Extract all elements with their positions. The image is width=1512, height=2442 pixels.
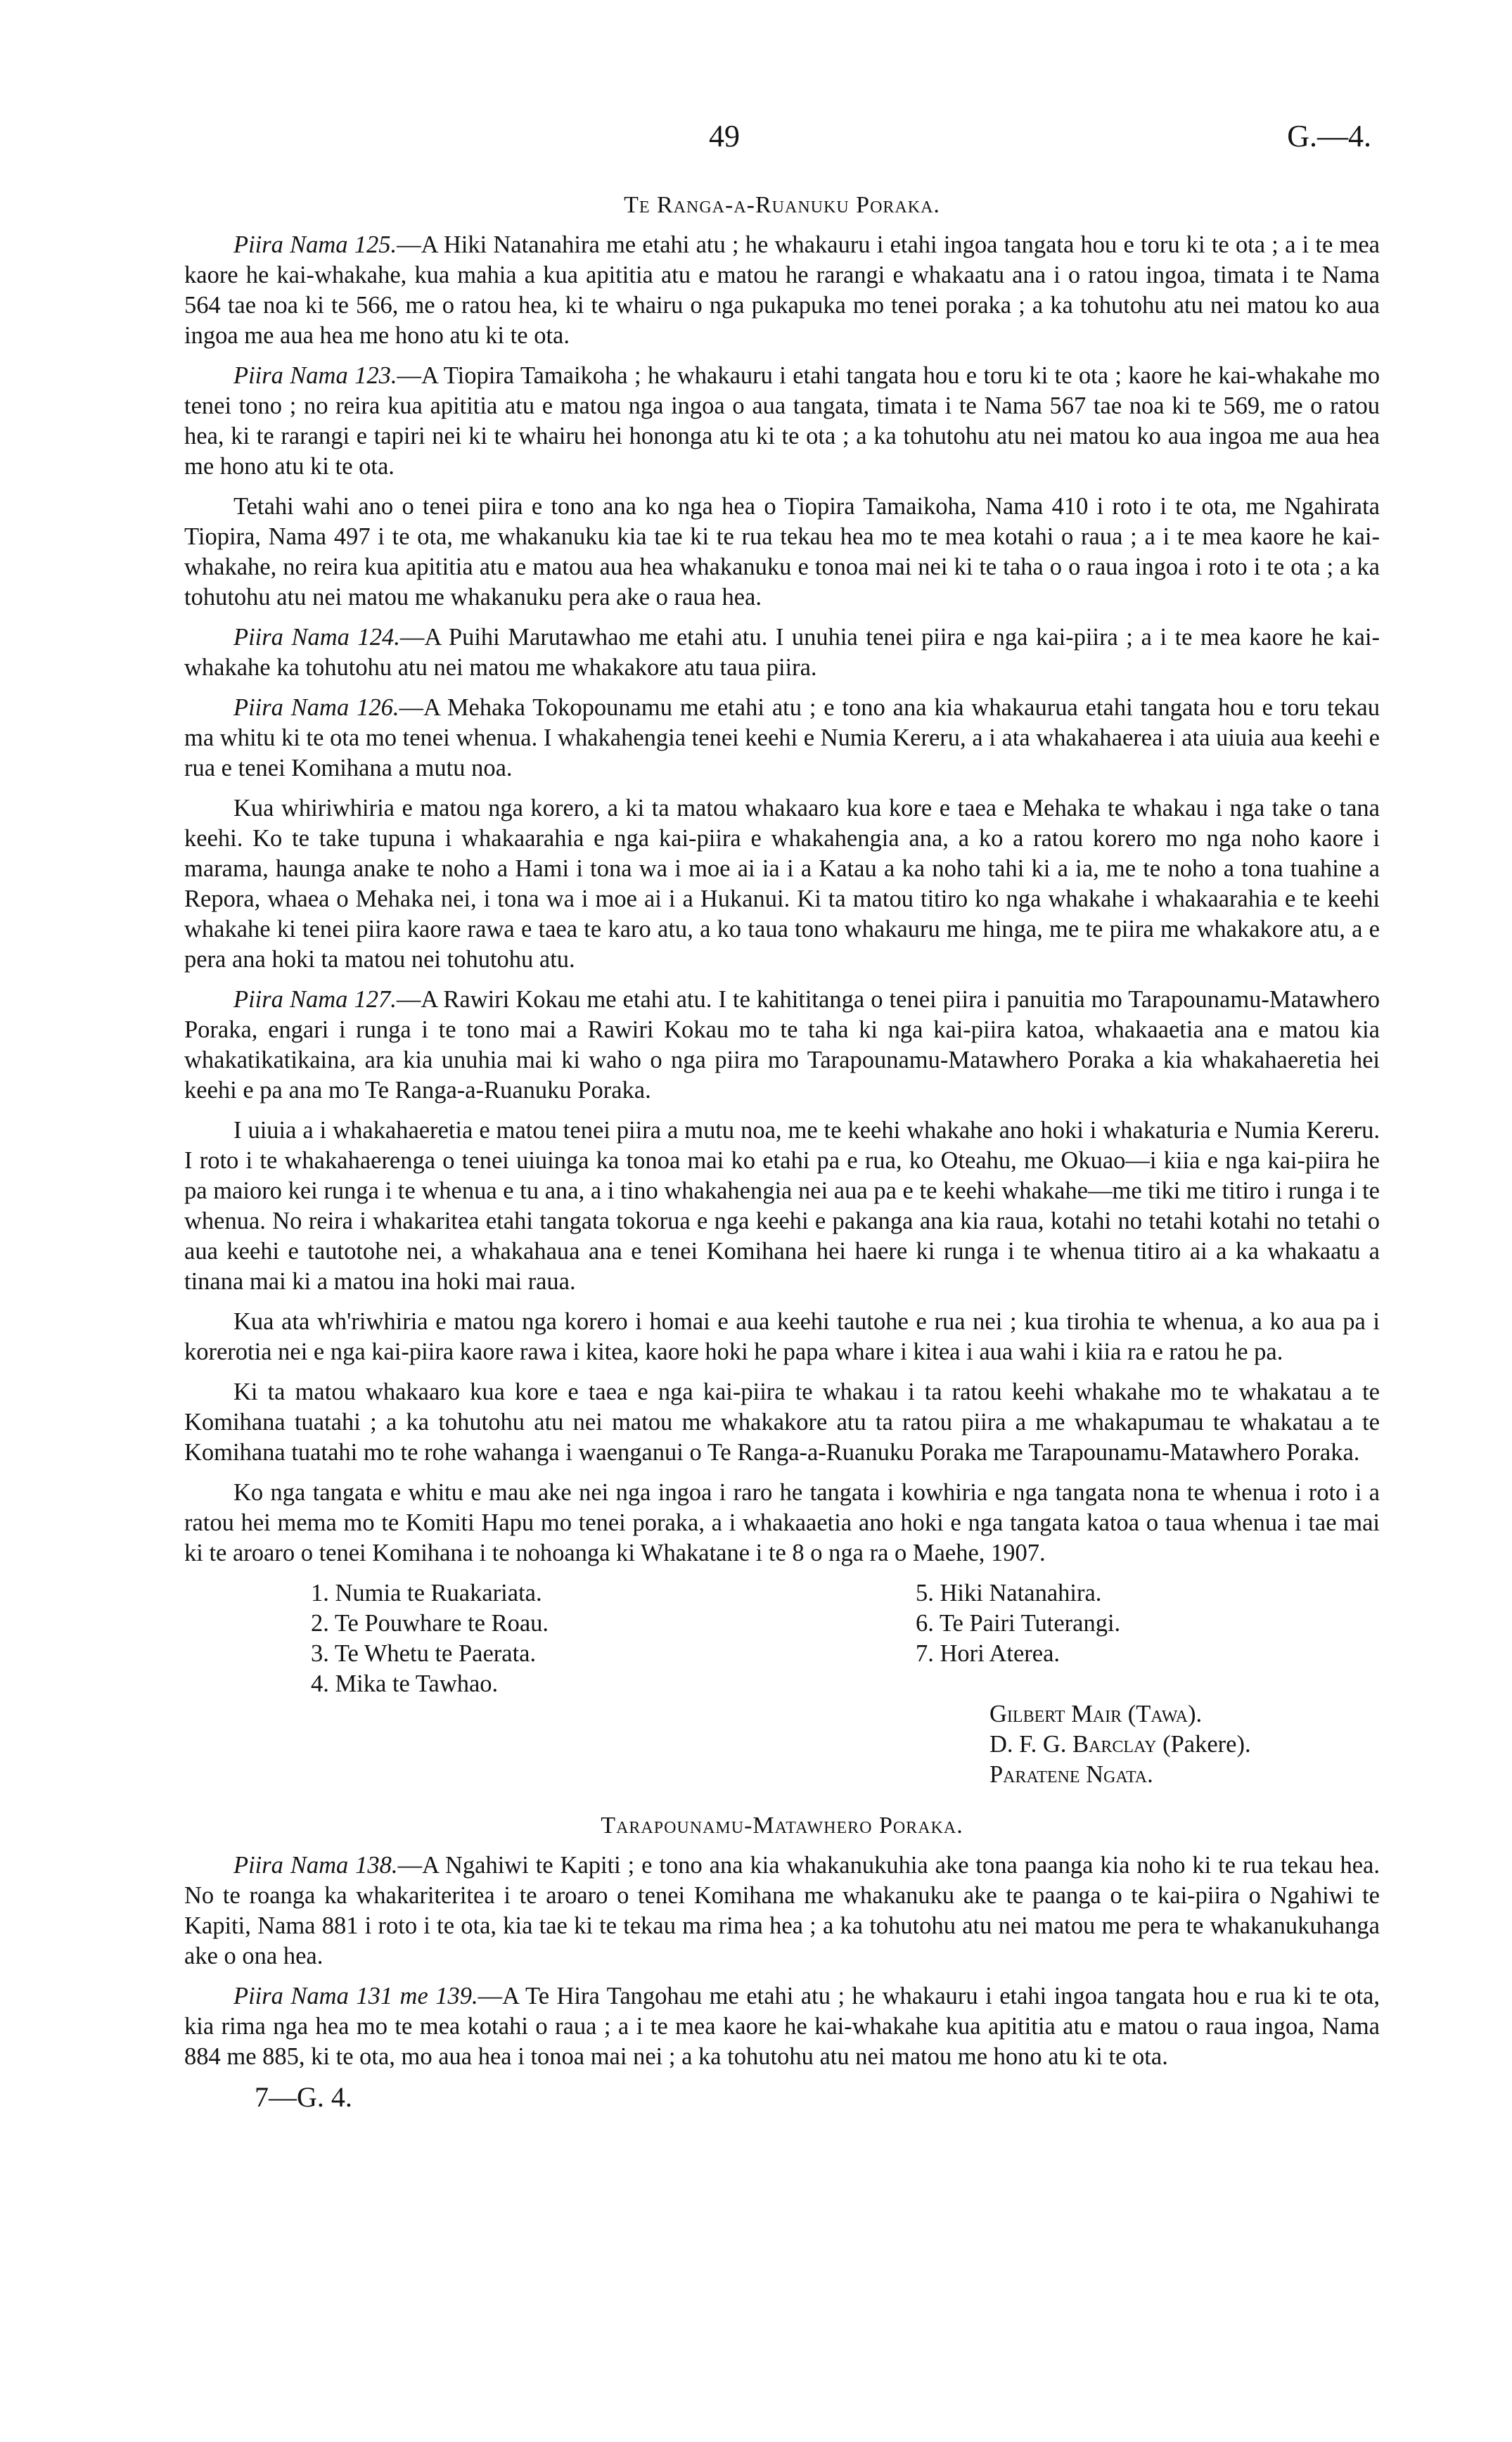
- page-number: 49: [709, 119, 740, 153]
- signature: [989, 1730, 1251, 1760]
- paragraph: [184, 622, 1380, 683]
- claim-reference: Piira Nama 124.: [233, 624, 400, 651]
- paragraph: [184, 1850, 1380, 1971]
- paragraph-text: —A Puihi Marutawhao me etahi atu. I unuhia tenei piira e nga kai-piira ; a i te mea kaore he kai-whakahe ka tohutohu atu nei matou me whakakore atu taua piira.: [184, 624, 1380, 681]
- paragraph: [184, 492, 1380, 613]
- committee-member: 5. Hiki Natanahira.: [916, 1580, 1102, 1606]
- signature: Paratene Ngata.: [989, 1761, 1153, 1788]
- committee-member: 1. Numia te Ruakariata.: [311, 1580, 542, 1606]
- page-header: [0, 118, 1512, 160]
- paragraph: [184, 230, 1380, 351]
- paragraph: [184, 985, 1380, 1106]
- committee-member: 6. Te Pairi Tuterangi.: [916, 1610, 1121, 1637]
- paragraph: [184, 1307, 1380, 1367]
- committee-list-left: [311, 1578, 549, 1699]
- paragraph-text: Ko nga tangata e whitu e mau ake nei nga ingoa i raro he tangata i kowhiria e nga tangata nona te whenua i roto i a ratou hei mema mo te Komiti Hapu mo tenei poraka, a i whakaaetia ano hoki e nga tangata katoa o taua whenua i tae mai ki te aroaro o tenei Komihana i te nohoanga ki Whakatane i te 8 o nga ra o Maehe, 1907.: [184, 1479, 1380, 1566]
- signature-block: [989, 1699, 1251, 1790]
- claim-reference: Piira Nama 123.: [233, 362, 397, 389]
- claim-reference: Piira Nama 138.: [233, 1852, 398, 1879]
- signature-surname: Barclay: [1072, 1731, 1157, 1758]
- paragraph: [184, 1115, 1380, 1297]
- document-body: [184, 184, 1380, 2112]
- paragraph: [184, 693, 1380, 784]
- paragraph: [184, 361, 1380, 482]
- paragraph-text: —A Te Hira Tangohau me etahi atu ; he whakauru i etahi ingoa tangata hou e rua ki te ota, kia rima nga hea mo te mea kotahi o raua ; a i te mea kaore he kai-whakahe kua apititia atu e matou o raua ingoa, Nama 884 me 885, ki te ota, mo aua hea i tonoa mai nei ; a ka tohutohu atu nei matou me hono atu ki te ota.: [184, 1983, 1380, 2070]
- signature-suffix: (Pakere).: [1156, 1731, 1251, 1758]
- report-reference: G.—4.: [1287, 119, 1371, 153]
- section-heading-ranga: Te Ranga-a-Ruanuku Poraka.: [624, 192, 940, 218]
- paragraph-text: —A Hiki Natanahira me etahi atu ; he whakauru i etahi ingoa tangata hou e toru ki te ota ; a i te mea kaore he kai-whakahe, kua mahia a kua apititia atu e matou he rarangi e whakaatu ana i o ratou ingoa, timata i te Nama 564 tae noa ki te 566, me o ratou hea, ki te whairu o nga pukapuka mo tenei poraka ; a ka tohutohu atu nei matou ko aua ingoa me aua hea me hono atu ki te ota.: [184, 231, 1380, 349]
- paragraph: [184, 1377, 1380, 1468]
- committee-list-right: [916, 1578, 1120, 1669]
- paragraph: [184, 793, 1380, 975]
- paragraph-text: I uiuia a i whakahaeretia e matou tenei piira a mutu noa, me te keehi whakahe ano hoki i whakaturia e Numia Kereru. I roto i te whakahaerenga o tenei uiuinga ka tonoa mai ko etahi pa e rua, ko Oteahu, me Okuao—i kiia e nga kai-piira he pa maioro kei runga i te whenua e tu ana, a i tino whakahengia nei aua pa e te keehi whakahe—me tiki me titiro i runga i te whenua. No reira i whakaritea etahi tangata tokorua e nga keehi e pakanga ana kia raua, kotahi no tetahi kotahi no tetahi o aua keehi e tautotohe nei, a whakahaua ana e tenei Komihana hei haere ki runga i te whenua titiro ai a ka whakaatu a tinana mai ki a matou ina hoki mai raua.: [184, 1117, 1380, 1295]
- committee-member: 2. Te Pouwhare te Roau.: [311, 1610, 549, 1637]
- committee-member: 3. Te Whetu te Paerata.: [311, 1640, 537, 1667]
- paragraph-text: —A Mehaka Tokopounamu me etahi atu ; e tono ana kia whakaurua etahi tangata hou e toru tekau ma whitu ki te ota mo tenei whenua. I whakahengia tenei keehi e Numia Kereru, a i ata whakahaerea i ata uiuia aua keehi e rua e tenei Komihana a mutu noa.: [184, 694, 1380, 781]
- paragraph-text: Kua ata wh'riwhiria e matou nga korero i homai e aua keehi tautohe e rua nei ; kua tirohia te whenua, a ko aua pa i korerotia nei e nga kai-piira kaore rawa i kitea, kaore hoki he papa whare i kitea i aua wahi i kiia ra e ratou he pa.: [184, 1308, 1380, 1365]
- claim-reference: Piira Nama 131 me 139.: [233, 1983, 478, 2009]
- committee-member: 4. Mika te Tawhao.: [311, 1670, 499, 1697]
- paragraph-text: —A Ngahiwi te Kapiti ; e tono ana kia whakanukuhia ake tona paanga kia noho ki te rua tekau hea. No te roanga ka whakariteritea i te aroaro o tenei Komihana me whakanuku ake te paanga o te kai-piira o Ngahiwi te Kapiti, Nama 881 i roto i te ota, kia tae ki te tekau ma rima hea ; a ka tohutohu atu nei matou me pera te whakanukuhanga ake o ona hea.: [184, 1852, 1380, 1969]
- paragraph-text: —A Rawiri Kokau me etahi atu. I te kahititanga o tenei piira i panuitia mo Tarapounamu-Matawhero Poraka, engari i runga i te tono mai a Rawiri Kokau mo te taha ki nga kai-piira katoa, whakaaetia ana e matou kia whakatikatikaina, ara kia unuhia mai ki waho o nga piira mo Tarapounamu-Matawhero Poraka a kia whakahaeretia hei keehi e pa ana mo Te Ranga-a-Ruanuku Poraka.: [184, 986, 1380, 1104]
- paragraph: [184, 1981, 1380, 2072]
- signature-initials: D. F. G.: [989, 1731, 1073, 1758]
- committee-member: 7. Hori Aterea.: [916, 1640, 1061, 1667]
- signature: Gilbert Mair (Tawa).: [989, 1701, 1203, 1727]
- claim-reference: Piira Nama 126.: [233, 694, 399, 721]
- paragraph-text: Ki ta matou whakaaro kua kore e taea e nga kai-piira te whakau i ta ratou keehi whakahe mo te whakatau a te Komihana tuatahi ; a ka tohutohu atu nei matou me whakakore atu ta ratou piira a me whakapumau te whakatau a te Komihana tuatahi mo te rohe wahanga i waenganui o Te Ranga-a-Ruanuku Poraka me Tarapounamu-Matawhero Poraka.: [184, 1379, 1380, 1466]
- claim-reference: Piira Nama 125.: [233, 231, 397, 258]
- section-heading-tarapounamu: Tarapounamu-Matawhero Poraka.: [601, 1813, 963, 1839]
- paragraph-text: Kua whiriwhiria e matou nga korero, a ki ta matou whakaaro kua kore e taea e Mehaka te whakau i nga take o tana keehi. Ko te take tupuna i whakaarahia e nga kai-piira e whakahengia ana, a ko a ratou korero mo nga noho kaore i marama, haunga anake te noho a Hami i tona wa i moe ai ia i a Katau a ka noho tahi ki a ia, me te noho a tona tuahine a Repora, whaea o Mehaka nei, i tona wa i moe ai i a Hukanui. Ki ta matou titiro ko nga whakahe i whakaarahia e te keehi whakahe ki tenei piira kaore rawa e taea te karo atu, a ko taua tono whakauru me hinga, me te piira me whakakore atu, a e pera ana hoki ta matou nei tohutohu atu.: [184, 795, 1380, 973]
- claim-reference: Piira Nama 127.: [233, 986, 397, 1013]
- paragraph: [184, 1478, 1380, 1568]
- footer-signature-ref: 7—G. 4.: [255, 2081, 352, 2113]
- paragraph-text: —A Tiopira Tamaikoha ; he whakauru i etahi tangata hou e toru ki te ota ; kaore he kai-whakahe mo tenei tono ; no reira kua apititia atu e matou nga ingoa o aua tangata, timata i te Nama 567 tae noa ki te 569, me o ratou hea, ki te rarangi e tapiri nei ki te whairu hei hononga atu ki te ota ; a ka tohutohu atu nei matou ko aua ingoa me aua hea me hono atu ki te ota.: [184, 362, 1380, 480]
- paragraph-text: Tetahi wahi ano o tenei piira e tono ana ko nga hea o Tiopira Tamaikoha, Nama 410 i roto i te ota, me Ngahirata Tiopira, Nama 497 i te ota, me whakanuku kia tae ki te rua tekau hea mo te mea kotahi o raua ; a i te mea kaore he kai-whakahe, no reira kua apititia atu e matou aua hea whakanuku e tonoa mai nei ki te taha o o raua ingoa i roto i te ota ; a ka tohutohu atu nei matou me whakanuku pera ake o raua hea.: [184, 493, 1380, 610]
- committee-block: [184, 1578, 1380, 1789]
